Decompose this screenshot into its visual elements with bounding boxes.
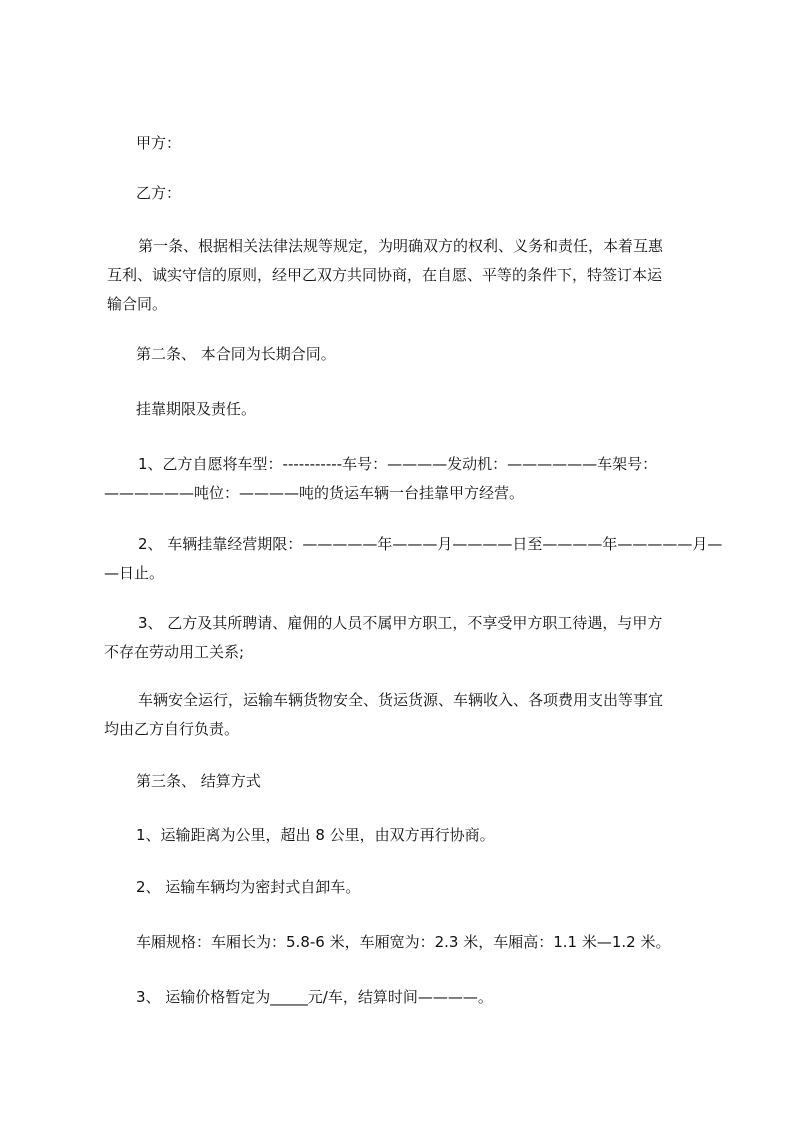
vehicle-safety-paragraph [0,686,793,744]
article-2-paragraph [0,340,793,369]
text-line: —日止。 [104,564,165,582]
affiliation-term-heading [0,395,793,424]
item-1-paragraph [0,450,793,508]
text-line: 车厢规格：车厢长为：5.8-6 米，车厢宽为：2.3 米，车厢高：1.1 米—1.2 米。 [136,933,671,951]
text-line: 第二条、 本合同为长期合同。 [136,345,336,363]
compartment-spec-line [0,928,793,957]
settlement-item-2 [0,873,793,902]
text-line: 3、 乙方及其所聘请、雇佣的人员不属甲方职工，不享受甲方职工待遇，与甲方 [138,614,663,632]
text-line: 车辆安全运行，运输车辆货物安全、货运货源、车辆收入、各项费用支出等事宜 [138,691,664,709]
settlement-item-3 [0,983,793,1012]
text-line: 均由乙方自行负责。 [104,720,240,738]
party-b-label [0,179,793,208]
text-line: 输合同。 [107,295,168,313]
text-line: 1、乙方自愿将车型：-----------车号：————发动机：——————车架号： [138,455,658,473]
text-line: 2、 运输车辆均为密封式自卸车。 [136,878,361,896]
text-line: 不存在劳动用工关系; [104,643,245,661]
party-a-label [0,129,793,158]
text-line: 第一条、根据相关法律法规等规定，为明确双方的权利、义务和责任，本着互惠 [138,237,664,255]
text-line: 1、运输距离为公里，超出 8 公里，由双方再行协商。 [136,826,495,844]
text-line: 甲方： [136,134,182,152]
text-line: 乙方： [136,184,182,202]
text-line: 挂靠期限及责任。 [136,400,257,418]
item-3-paragraph [0,609,793,667]
text-line: 互利、诚实守信的原则，经甲乙双方共同协商，在自愿、平等的条件下，特签订本运 [107,266,663,284]
article-3-heading [0,767,793,796]
text-line: 第三条、 结算方式 [136,772,261,790]
text-line: 2、 车辆挂靠经营期限：—————年———月————日至————年—————月— [138,535,723,553]
text-line: 3、 运输价格暂定为_____元/车，结算时间————。 [136,988,493,1006]
text-line: ——————吨位：————吨的货运车辆一台挂靠甲方经营。 [104,484,525,502]
article-1-paragraph [0,232,793,319]
item-2-paragraph [0,530,793,588]
settlement-item-1 [0,821,793,850]
